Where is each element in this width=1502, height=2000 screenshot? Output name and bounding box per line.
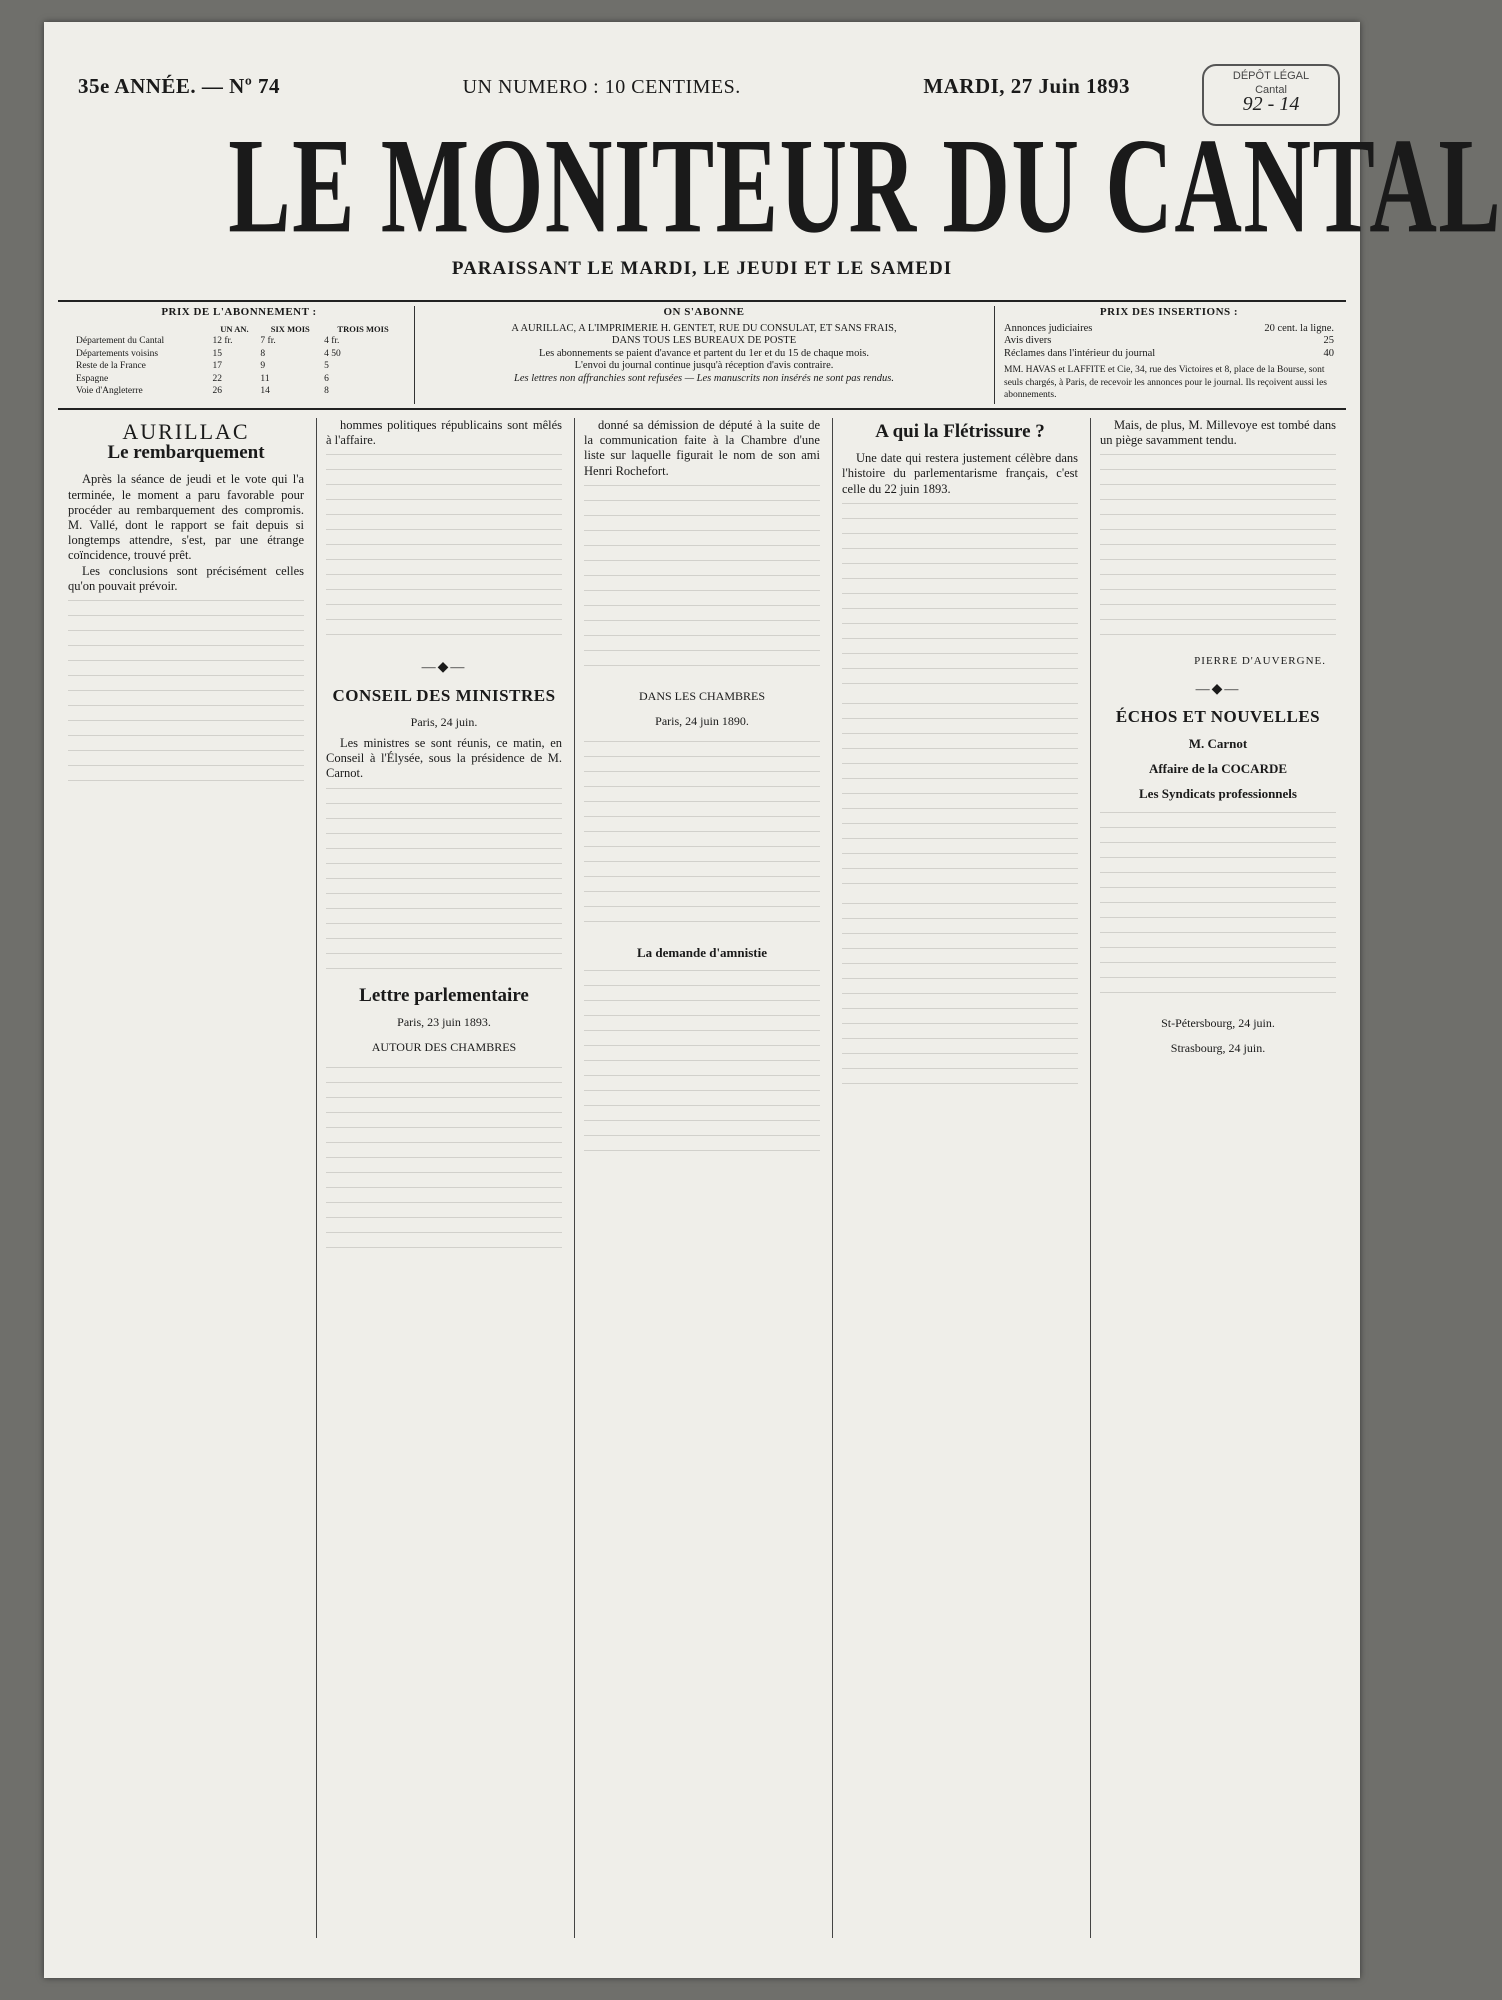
section-city: AURILLAC (122, 419, 250, 444)
divider (1090, 418, 1091, 1938)
article-text: donné sa démission de député à la suite de la communication faite à la Chambre d'une liste sur laquelle figurait le nom de son ami Henri Rochefort. (584, 418, 820, 478)
table-row (74, 360, 404, 373)
article-signature: PIERRE D'AUVERGNE. (1194, 655, 1326, 668)
subscription-table (74, 323, 404, 398)
row-label: Reste de la France (76, 361, 146, 371)
article-text: Les conclusions sont précisément celles qu'on pouvait prévoir. (68, 563, 304, 593)
issue-number: 35e ANNÉE. — Nº 74 (78, 74, 281, 98)
body-text-block (842, 697, 1078, 897)
subheading: Affaire de la COCARDE (1148, 761, 1288, 777)
stamp-line: DÉPÔT LÉGAL (1232, 70, 1310, 82)
divider (832, 418, 833, 1938)
subheading: AUTOUR DES CHAMBRES (371, 1040, 517, 1055)
ornament-divider: —◆— (421, 660, 467, 676)
row-value: 4 50 (324, 348, 341, 359)
dateline: Strasbourg, 24 juin. (1170, 1040, 1266, 1055)
table-row (74, 335, 404, 348)
dateline: Paris, 24 juin 1890. (655, 714, 749, 729)
divider (574, 418, 575, 1938)
subscribe-line: Les abonnements se paient d'avance et partent du 1er et du 15 de chaque mois. (539, 347, 869, 359)
subscribe-line: A AURILLAC, A L'IMPRIMERIE H. GENTET, RUE DU CONSULAT, ET SANS FRAIS, (511, 322, 897, 334)
row-value: 12 fr. (212, 336, 233, 346)
article-text: Mais, de plus, M. Millevoye est tombé dans un piège savamment tendu. (1100, 418, 1336, 448)
body-text-block (842, 497, 1078, 697)
column-header: UN AN. (220, 323, 249, 334)
insertion-heading: PRIX DES INSERTIONS : (1099, 306, 1239, 318)
list-item (1004, 323, 1334, 336)
row-label: Département du Cantal (76, 336, 165, 346)
row-value: 5 (324, 361, 329, 371)
newspaper-page (44, 22, 1502, 1978)
dateline: Paris, 23 juin 1893. (397, 1014, 491, 1029)
body-text-block (584, 964, 820, 1164)
row-label: Voie d'Angleterre (76, 386, 143, 396)
table-row (74, 348, 404, 361)
article-text: Les ministres se sont réunis, ce matin, en Conseil à l'Élysée, sous la présidence de M. Carnot. (326, 736, 562, 781)
body-text-block (326, 1061, 562, 1261)
row-value: 9 (260, 361, 266, 371)
item-value: 40 (1323, 347, 1334, 359)
column-5 (1100, 418, 1336, 1938)
row-label: Espagne (76, 373, 109, 384)
column-4 (842, 418, 1078, 1938)
row-value: 11 (260, 373, 270, 384)
item-value: 20 cent. la ligne. (1264, 322, 1334, 334)
masthead-title: LE MONITEUR DU CANTAL (228, 110, 1502, 262)
row-value: 8 (324, 386, 329, 396)
subscription-heading: PRIX DE L'ABONNEMENT : (161, 306, 317, 318)
row-value: 17 (212, 361, 222, 371)
article-text: Après la séance de jeudi et le vote qui l'a terminée, le moment a paru favorable pour procéder au rembarquement des compromis. M. Vallé, dont le rapport se fait depuis si longtemps attendre, s'est, par une étrange coïncidence, trouvé prêt. (68, 472, 304, 563)
body-text-block (584, 735, 820, 935)
body-text-block (584, 479, 820, 679)
body-text-block (1100, 806, 1336, 1006)
masthead-tagline: PARAISSANT LE MARDI, LE JEUDI ET LE SAMEDI (451, 258, 953, 279)
divider (316, 418, 317, 1938)
row-value: 22 (212, 373, 222, 384)
subscribe-line: DANS TOUS LES BUREAUX DE POSTE (611, 335, 797, 346)
body-text-block (1100, 448, 1336, 648)
issue-date: MARDI, 27 Juin 1893 (923, 74, 1130, 98)
dateline: Paris, 24 juin. (410, 714, 478, 729)
row-value: 15 (212, 348, 222, 359)
subscribe-line: Les lettres non affranchies sont refusées — Les manuscrits non insérés ne sont pas rendus. (513, 372, 895, 384)
divider (414, 306, 415, 404)
body-text-block (68, 594, 304, 794)
dateline: St-Pétersbourg, 24 juin. (1161, 1015, 1275, 1030)
item-label: Réclames dans l'intérieur du journal (1004, 347, 1156, 359)
header-strip (44, 74, 1360, 99)
row-value: 6 (324, 373, 329, 384)
column-header: TROIS MOIS (337, 323, 389, 334)
article-text: Une date qui restera justement célèbre dans l'histoire du parlementarisme français, c'est celle du 22 juin 1893. (842, 451, 1078, 496)
article-title: A qui la Flétrissure ? (875, 421, 1045, 442)
column-1 (68, 418, 304, 1938)
column-2 (326, 418, 562, 1938)
column-header: SIX MOIS (270, 323, 310, 334)
list-item (1004, 335, 1334, 348)
row-value: 7 fr. (260, 336, 276, 346)
section-title: CONSEIL DES MINISTRES (332, 685, 556, 705)
article-columns (68, 418, 1338, 1958)
subscribe-heading: ON S'ABONNE (663, 306, 745, 318)
issue-price: UN NUMERO : 10 CENTIMES. (462, 76, 741, 98)
section-title: Lettre parlementaire (359, 984, 529, 1006)
subheading: Les Syndicats professionnels (1139, 786, 1297, 802)
agency-note: MM. HAVAS et LAFFITE et Cie, 34, rue des Victoires et 8, place de la Bourse, sont seuls chargés, à Paris, de recevoir les annonces pour le journal. Ils reçoivent aussi les abonnements. (1004, 365, 1327, 400)
table-row (74, 373, 404, 386)
stamp-number: 92 - 14 (1242, 93, 1300, 115)
divider (994, 306, 995, 404)
table-row (74, 385, 404, 398)
item-label: Annonces judiciaires (1004, 322, 1093, 334)
subheading: La demande d'amnistie (636, 945, 767, 961)
item-label: Avis divers (1004, 335, 1052, 346)
ornament-divider: —◆— (1195, 681, 1241, 697)
row-label: Départements voisins (76, 348, 159, 359)
section-heading: DANS LES CHAMBRES (638, 688, 766, 703)
divider (58, 408, 1346, 410)
article-title: Le rembarquement (107, 442, 265, 464)
row-value: 4 fr. (324, 336, 340, 346)
list-item (1004, 348, 1334, 361)
subscription-prices (74, 306, 404, 398)
body-text-block (326, 782, 562, 982)
divider (58, 300, 1346, 302)
section-title: ÉCHOS ET NOUVELLES (1115, 706, 1321, 726)
subscribe-info (424, 306, 984, 385)
row-value: 8 (260, 348, 266, 359)
stamp-line: Cantal (1255, 84, 1287, 96)
body-text-block (326, 448, 562, 648)
article-text: hommes politiques républicains sont mêlés à l'affaire. (326, 418, 562, 448)
subheading: M. Carnot (1188, 736, 1248, 752)
subscribe-line: L'envoi du journal continue jusqu'à réception d'avis contraire. (574, 360, 834, 371)
item-value: 25 (1323, 335, 1334, 346)
insertion-prices (1004, 306, 1334, 402)
body-text-block (842, 897, 1078, 1097)
row-value: 26 (212, 386, 222, 396)
row-value: 14 (260, 386, 270, 396)
column-3 (584, 418, 820, 1938)
